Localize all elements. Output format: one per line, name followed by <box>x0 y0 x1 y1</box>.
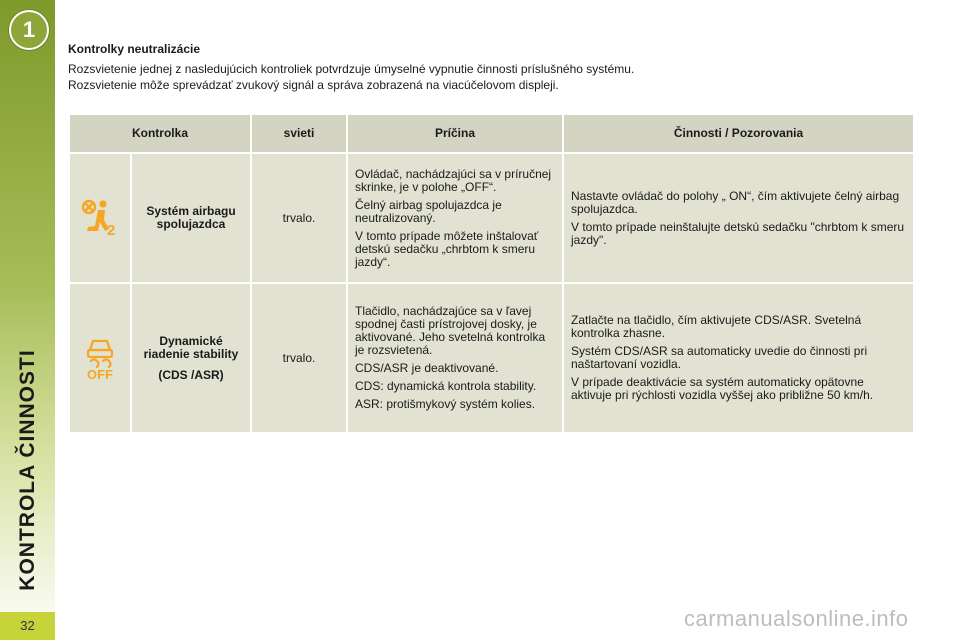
pricina-paragraph: Ovládač, nachádzajúci sa v príručnej skrinke, je v polohe „OFF“. <box>355 166 552 194</box>
system-name-sub: (CDS /ASR) <box>158 367 224 382</box>
intro-section <box>68 42 918 93</box>
esp-off-icon <box>79 333 121 381</box>
pricina-paragraph: ASR: protišmykový systém kolies. <box>355 397 536 411</box>
header-kontrolka: Kontrolka <box>69 114 251 153</box>
table-row <box>69 153 914 283</box>
pricina-paragraph: Tlačidlo, nachádzajúce sa v ľavej spodnej časti prístrojovej dosky, je aktivované. Jeho svetelná kontrolka je rozsvietená. <box>355 304 546 357</box>
svg-text:2: 2 <box>107 221 116 236</box>
chapter-title <box>8 340 48 600</box>
header-svieti: svieti <box>251 114 347 153</box>
chapter-number-badge: 1 <box>9 10 49 50</box>
cinnosti-paragraph: Zatlačte na tlačidlo, čím aktivujete CDS/ASR. Svetelná kontrolka zhasne. <box>571 313 862 340</box>
pricina-paragraph: Čelný airbag spolujazdca je neutralizovaný. <box>355 197 502 225</box>
cinnosti-paragraph: V prípade deaktivácie sa systém automaticky opätovne aktivuje pri rýchlosti vozidla vyššej ako približne 50 km/h. <box>571 375 874 402</box>
cinnosti-paragraph: Nastavte ovládač do polohy „ ON“, čím aktivujete čelný airbag spolujazdca. <box>571 188 900 216</box>
pricina-paragraph: V tomto prípade môžete inštalovať detskú sedačku „chrbtom k smeru jazdy“. <box>355 228 539 269</box>
watermark: carmanualsonline.info <box>684 606 909 631</box>
intro-line-1: Rozsvietenie jednej z nasledujúcich kontroliek potvrdzuje úmyselné vypnutie činnosti príslušného systému. <box>68 62 635 76</box>
section-heading: Kontrolky neutralizácie <box>68 42 201 56</box>
svieti-cell: trvalo. <box>251 283 347 433</box>
pricina-paragraph: CDS: dynamická kontrola stability. <box>355 379 537 393</box>
pricina-cell <box>347 283 563 433</box>
cinnosti-cell <box>563 153 914 283</box>
cinnosti-cell <box>563 283 914 433</box>
header-pricina: Príčina <box>347 114 563 153</box>
page-number: 32 <box>0 612 55 640</box>
chapter-sidebar <box>0 0 55 640</box>
system-name-cell <box>131 283 251 433</box>
table-row <box>69 283 914 433</box>
cinnosti-paragraph: Systém CDS/ASR sa automaticky uvedie do činnosti pri naštartovaní vozidla. <box>571 344 868 371</box>
intro-line-2: Rozsvietenie môže sprevádzať zvukový signál a správa zobrazená na viacúčelovom displeji. <box>68 78 559 92</box>
esp-off-label: OFF <box>87 366 113 381</box>
warning-lights-table <box>68 113 915 434</box>
table-header-row <box>69 114 914 153</box>
svieti-cell: trvalo. <box>251 153 347 283</box>
system-name: Dynamické riadenie stability <box>143 333 239 361</box>
chapter-title-text: KONTROLA ČINNOSTI <box>16 349 39 591</box>
icon-cell <box>69 153 131 283</box>
header-cinnosti: Činnosti / Pozorovania <box>563 114 914 153</box>
pricina-cell <box>347 153 563 283</box>
airbag-off-icon <box>79 198 121 236</box>
pricina-paragraph: CDS/ASR je deaktivované. <box>355 361 499 375</box>
cinnosti-paragraph: V tomto prípade neinštalujte detskú sedačku "chrbtom k smeru jazdy". <box>571 219 905 247</box>
icon-cell <box>69 283 131 433</box>
system-name: Systém airbagu spolujazdca <box>146 204 236 231</box>
system-name-cell <box>131 153 251 283</box>
